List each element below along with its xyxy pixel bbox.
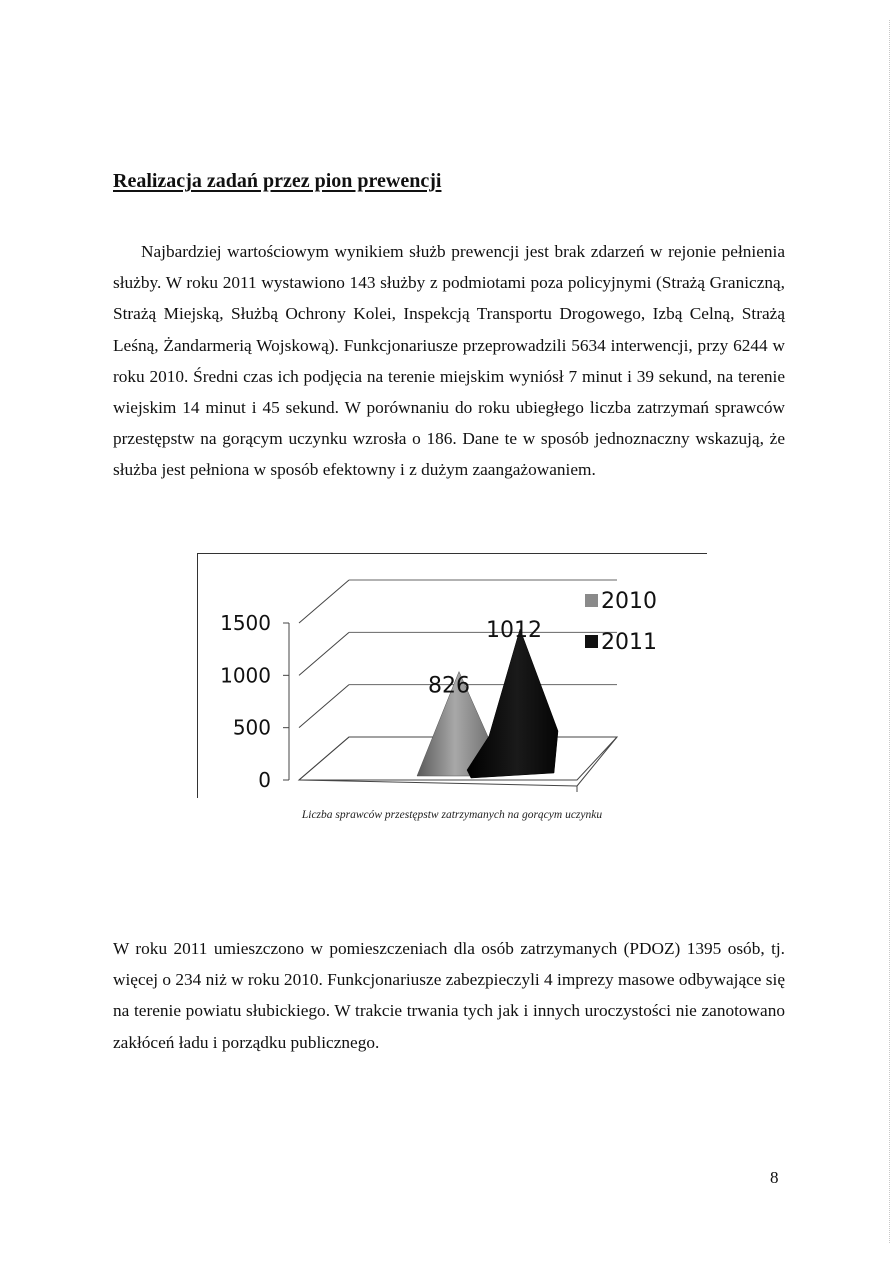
x-axis-front-edge bbox=[299, 780, 577, 786]
depth-line-3 bbox=[299, 580, 349, 623]
legend-swatch-2010 bbox=[585, 594, 598, 607]
data-label-2010: 826 bbox=[428, 673, 470, 699]
y-tick-label-1: 500 bbox=[232, 715, 271, 740]
y-tick-label-0: 0 bbox=[258, 768, 271, 792]
paragraph-pdoz: W roku 2011 umieszczono w pomieszczeniach dla osób zatrzymanych (PDOZ) 1395 osób, tj. więcej o 234 niż w roku 2010. Funkcjonariusze zabezpieczyli 4 imprezy masowe odbywające się na terenie powiatu słubickiego. W trakcie trwania tych jak i innych uroczystości nie zanotowano zakłóceń ładu i porządku publicznego. bbox=[113, 939, 785, 1052]
legend-swatch-2011 bbox=[585, 635, 598, 648]
depth-line-1 bbox=[299, 685, 349, 728]
x-axis-side-edge bbox=[577, 737, 617, 786]
paragraph-intro: Najbardziej wartościowym wynikiem służb prewencji jest brak zdarzeń w rejonie pełnienia służby. W roku 2011 wystawiono 143 służby z podmiotami poza policyjnymi (Strażą Graniczną, Strażą Miejską, Służbą Ochrony Kolei, Inspekcją Transportu Drogowego, Izbą Celną, Strażą Leśną, Żandarmerią Wojskową). Funkcjonariusze przeprowadzili 5634 interwencji, przy 6244 w roku 2010. Średni czas ich podjęcia na terenie miejskim wyniósł 7 minut i 39 sekund, na terenie wiejskim 14 minut i 45 sekund. W porównaniu do roku ubiegłego liczba zatrzymań sprawców przestępstw na gorącym uczynku wzrosła o 186. Dane te w sposób jednoznaczny wskazują, że służba jest pełniona w sposób efektowny i z dużym zaangażowaniem. bbox=[113, 242, 785, 480]
depth-line-2 bbox=[299, 632, 349, 675]
data-label-2011: 1012 bbox=[486, 618, 542, 644]
legend-label-2011: 2011 bbox=[601, 630, 657, 655]
y-tick-label-2: 1000 bbox=[220, 663, 271, 688]
y-tick-label-3: 1500 bbox=[220, 611, 271, 635]
section-heading: Realizacja zadań przez pion prewencji bbox=[113, 170, 442, 192]
legend-label-2010: 2010 bbox=[601, 589, 657, 614]
chart-container bbox=[197, 553, 707, 798]
page-edge bbox=[889, 20, 890, 1243]
area-chart-3d bbox=[197, 553, 707, 798]
chart-caption: Liczba sprawców przestępstw zatrzymanych na gorącym uczynku bbox=[301, 809, 603, 821]
area-series-2011 bbox=[467, 629, 558, 778]
page-number: 8 bbox=[770, 1168, 779, 1187]
